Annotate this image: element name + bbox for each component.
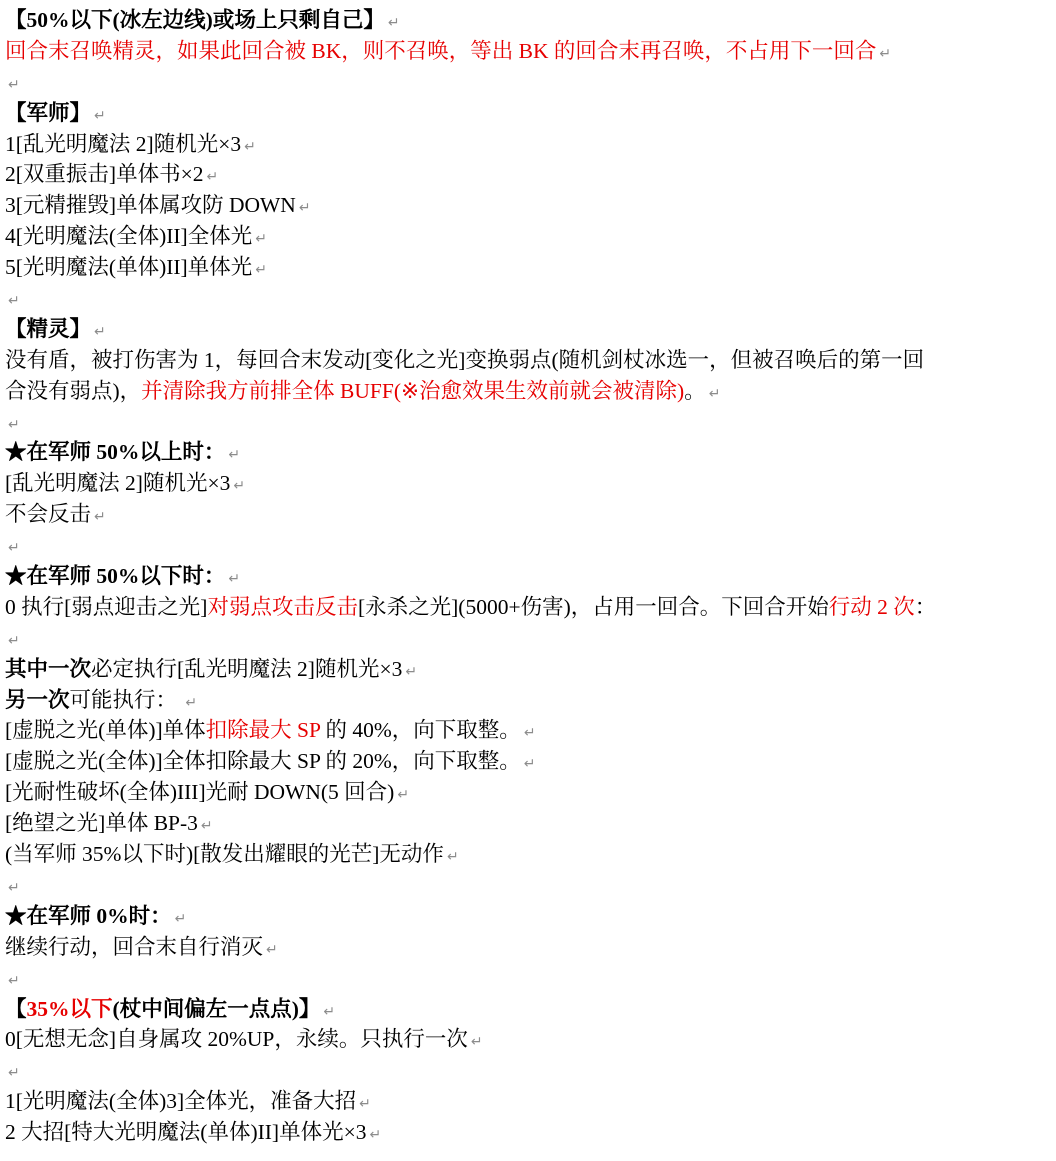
text-line xyxy=(5,129,1056,160)
paragraph-mark-icon: ↵ xyxy=(470,1034,483,1051)
text-segment: 0 执行[弱点迎击之光] xyxy=(5,594,208,619)
text-line xyxy=(5,345,1056,376)
text-segment: 可能执行： xyxy=(69,687,183,712)
text-line xyxy=(5,561,1056,592)
empty-line xyxy=(5,870,1056,901)
text-segment: (杖中间偏左一点点)】 xyxy=(112,996,321,1021)
text-line xyxy=(5,746,1056,777)
paragraph-mark-icon: ↵ xyxy=(8,416,20,433)
paragraph-mark-icon: ↵ xyxy=(200,818,213,835)
text-segment: [虚脱之光(单体)]单体 xyxy=(5,718,206,743)
text-line xyxy=(5,654,1056,685)
paragraph-mark-icon: ↵ xyxy=(185,694,198,711)
text-segment: [永杀之光](5000+伤害)，占用一回合。下回合开始 xyxy=(357,594,829,619)
text-segment: 必定执行[乱光明魔法 2]随机光×3 xyxy=(91,656,403,681)
paragraph-mark-icon: ↵ xyxy=(323,1003,336,1020)
text-line xyxy=(5,1086,1056,1117)
text-segment: [虚脱之光(全体)]全体扣除最大 SP 的 20%，向下取整。 xyxy=(5,749,521,774)
paragraph-mark-icon: ↵ xyxy=(255,262,267,279)
paragraph-mark-icon: ↵ xyxy=(206,169,219,186)
empty-line xyxy=(5,1055,1056,1086)
text-segment: ： xyxy=(914,594,937,619)
text-segment: 没有盾，被打伤害为 1，每回合末发动[变化之光]变换弱点(随机剑杖冰选一，但被召唤后的第一回 xyxy=(5,347,925,372)
paragraph-mark-icon: ↵ xyxy=(266,941,278,958)
text-line xyxy=(5,221,1056,252)
paragraph-mark-icon: ↵ xyxy=(405,663,418,680)
text-segment: 继续行动，回合末自行消灭 xyxy=(5,934,264,959)
paragraph-mark-icon: ↵ xyxy=(244,138,256,155)
text-line xyxy=(5,592,1056,623)
text-segment: 【 xyxy=(5,996,27,1021)
text-line xyxy=(5,994,1056,1025)
text-segment: ★在军师 0%时： xyxy=(5,903,172,928)
empty-line xyxy=(5,623,1056,654)
paragraph-mark-icon: ↵ xyxy=(8,293,20,310)
paragraph-mark-icon: ↵ xyxy=(523,725,536,742)
text-segment: 合没有弱点)， xyxy=(5,378,142,403)
text-segment: ★在军师 50%以上时： xyxy=(5,440,226,465)
text-segment: 回合末召唤精灵，如果此回合被 BK，则不召唤，等出 BK 的回合末再召唤，不占用下一回合 xyxy=(5,38,877,63)
text-line xyxy=(5,685,1056,716)
text-segment: 1[光明魔法(全体)3]全体光，准备大招 xyxy=(5,1089,357,1114)
text-line xyxy=(5,777,1056,808)
paragraph-mark-icon: ↵ xyxy=(228,447,241,464)
paragraph-mark-icon: ↵ xyxy=(8,1065,20,1082)
text-segment: 对弱点攻击反击 xyxy=(207,594,358,619)
paragraph-mark-icon: ↵ xyxy=(523,756,536,773)
paragraph-mark-icon: ↵ xyxy=(94,323,106,340)
paragraph-mark-icon: ↵ xyxy=(228,571,241,588)
paragraph-mark-icon: ↵ xyxy=(397,787,410,804)
paragraph-mark-icon: ↵ xyxy=(359,1096,371,1113)
text-segment: 行动 2 次 xyxy=(828,594,915,619)
text-line xyxy=(5,98,1056,129)
text-segment: [乱光明魔法 2]随机光×3 xyxy=(5,471,231,496)
paragraph-mark-icon: ↵ xyxy=(387,15,400,31)
text-segment: (当军师 35%以下时)[散发出耀眼的光芒]无动作 xyxy=(5,842,444,867)
text-segment: 4[光明魔法(全体)II]全体光 xyxy=(5,224,253,249)
text-segment: 2[双重振击]单体书×2 xyxy=(5,162,204,187)
text-segment: 并清除我方前排全体 BUFF(※治愈效果生效前就会被清除) xyxy=(141,378,685,403)
text-segment: 不会反击 xyxy=(5,502,92,527)
text-segment: 【精灵】 xyxy=(5,316,92,341)
text-line xyxy=(5,499,1056,530)
text-line xyxy=(5,1024,1056,1055)
text-segment: 0[无想无念]自身属攻 20%UP，永续。只执行一次 xyxy=(5,1027,468,1052)
text-line xyxy=(5,314,1056,345)
text-segment: 【50%以下(冰左边线)或场上只剩自己】 xyxy=(5,8,385,32)
text-line xyxy=(5,159,1056,190)
paragraph-mark-icon: ↵ xyxy=(233,478,246,495)
paragraph-mark-icon: ↵ xyxy=(708,385,721,402)
text-line xyxy=(5,36,1056,67)
text-segment: 5[光明魔法(单体)II]单体光 xyxy=(5,255,253,280)
paragraph-mark-icon: ↵ xyxy=(8,76,20,93)
paragraph-mark-icon: ↵ xyxy=(8,540,20,557)
text-segment: 2 大招[特大光明魔法(单体)II]单体光×3 xyxy=(5,1120,367,1145)
text-line xyxy=(5,5,1056,36)
text-line xyxy=(5,901,1056,932)
paragraph-mark-icon: ↵ xyxy=(94,509,106,526)
text-segment: [绝望之光]单体 BP-3 xyxy=(5,811,198,836)
text-line xyxy=(5,715,1056,746)
text-segment: ★在军师 50%以下时： xyxy=(5,564,226,589)
paragraph-mark-icon: ↵ xyxy=(94,107,106,124)
text-line xyxy=(5,376,1056,407)
empty-line xyxy=(5,407,1056,438)
paragraph-mark-icon: ↵ xyxy=(369,1127,382,1144)
text-line xyxy=(5,468,1056,499)
text-segment: 其中一次 xyxy=(5,656,92,681)
paragraph-mark-icon: ↵ xyxy=(174,910,187,927)
paragraph-mark-icon: ↵ xyxy=(8,972,20,989)
text-line xyxy=(5,252,1056,283)
paragraph-mark-icon: ↵ xyxy=(446,849,459,866)
paragraph-mark-icon: ↵ xyxy=(8,632,20,649)
text-segment: 【军师】 xyxy=(5,100,92,125)
text-segment: 。 xyxy=(684,378,706,403)
text-line xyxy=(5,932,1056,963)
empty-line xyxy=(5,283,1056,314)
paragraph-mark-icon: ↵ xyxy=(298,200,311,217)
empty-line xyxy=(5,530,1056,561)
paragraph-mark-icon: ↵ xyxy=(255,231,267,248)
text-segment: 3[元精摧毁]单体属攻防 DOWN xyxy=(5,193,296,218)
text-segment: 另一次 xyxy=(5,687,70,712)
paragraph-mark-icon: ↵ xyxy=(879,45,892,62)
empty-line xyxy=(5,67,1056,98)
text-segment: [光耐性破坏(全体)III]光耐 DOWN(5 回合) xyxy=(5,780,395,805)
text-line xyxy=(5,839,1056,870)
text-line xyxy=(5,437,1056,468)
text-segment: 扣除最大 SP xyxy=(205,718,321,743)
empty-line xyxy=(5,963,1056,994)
text-line xyxy=(5,1117,1056,1148)
text-line xyxy=(5,190,1056,221)
text-line xyxy=(5,808,1056,839)
text-segment: 35%以下 xyxy=(26,996,113,1021)
paragraph-mark-icon: ↵ xyxy=(8,879,20,896)
text-segment: 1[乱光明魔法 2]随机光×3 xyxy=(5,131,242,156)
text-segment: 的 40%，向下取整。 xyxy=(320,718,521,743)
